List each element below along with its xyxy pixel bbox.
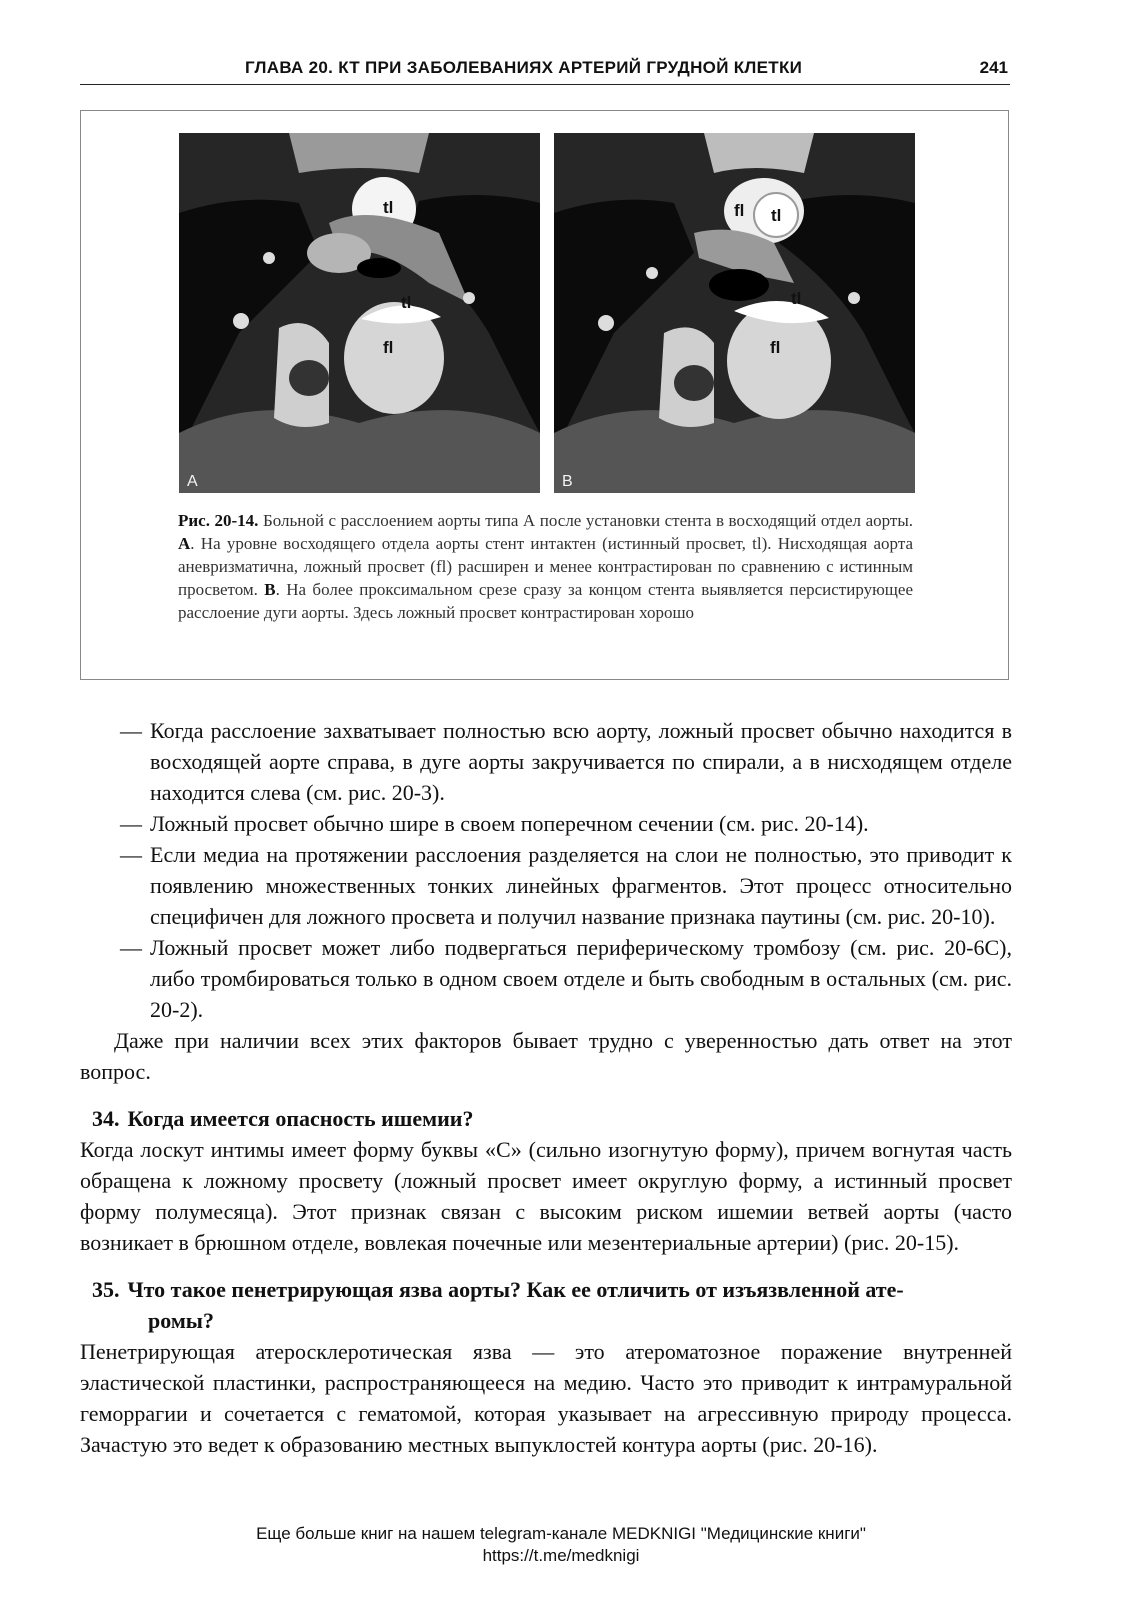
caption-text-1: Больной с расслоением аорты типа А после установки стента в восходящий отдел аорты. [258, 511, 913, 530]
question-35-answer: Пенетрирующая атеросклеротическая язва — это атероматозное поражение внутренней эластической пластинки, распространяющееся на медию. Часто это приводит к интрамуральной геморрагии и сочетается с гематомой, которая указывает на агрессивную природу процесса. Зачастую это ведет к образованию местных выпуклостей контура аорты (рис. 20-16). [80, 1339, 1012, 1457]
question-title-line2: ромы? [148, 1308, 214, 1333]
question-title-line1: Что такое пенетрирующая язва аорты? Как ее отличить от изъязвленной ате- [127, 1277, 904, 1302]
label-tl-top-b: tl [771, 206, 782, 225]
panel-letter-b: B [562, 473, 573, 490]
ct-image-panel-b [554, 133, 915, 493]
list-item [80, 932, 1012, 1025]
label-tl-top-a: tl [383, 198, 394, 217]
footer-promo [0, 1523, 1122, 1567]
ct-image-panel-a [179, 133, 540, 493]
list-dash: — [120, 811, 142, 836]
label-tl-mid-b: tl [791, 289, 802, 308]
footer-line1: Еще больше книг на нашем telegram-канале MEDKNIGI "Медицинские книги" [256, 1524, 866, 1543]
caption-panel-b-ref: B [264, 580, 276, 599]
caption-panel-a-ref: A [178, 534, 191, 553]
label-fl-b: fl [770, 338, 781, 357]
list-dash: — [120, 718, 142, 743]
list-dash: — [120, 935, 142, 960]
figure-caption [178, 509, 913, 624]
question-34-answer: Когда лоскут интимы имеет форму буквы «С» (сильно изогнутую форму), причем вогнутая часть обращена к ложному просвету (ложный просвет имеет округлую форму, а истинный просвет форму полумесяца). Этот признак связан с высоким риском ишемии ветвей аорты (часто возникает в брюшном отделе, вовлекая почечные или мезентериальные артерии) (рис. 20-15). [80, 1137, 1012, 1255]
list-item-text: Когда расслоение захватывает полностью всю аорту, ложный просвет обычно находится в восходящей аорте справа, в дуге аорты закручивается по спирали, а в нисходящем отделе находится слева (см. рис. 20-3). [150, 718, 1012, 805]
label-fl-a: fl [383, 338, 394, 357]
label-tl-mid-a: tl [401, 293, 412, 312]
question-title: Когда имеется опасность ишемии? [127, 1106, 474, 1131]
paragraph-after-list: Даже при наличии всех этих факторов бывает трудно с уверенностью дать ответ на этот вопрос. [80, 1028, 1012, 1084]
list-item-text: Ложный просвет обычно шире в своем поперечном сечении (см. рис. 20-14). [150, 811, 869, 836]
chapter-title: ГЛАВА 20. КТ ПРИ ЗАБОЛЕВАНИЯХ АРТЕРИЙ ГРУДНОЙ КЛЕТКИ [245, 58, 803, 77]
question-35-heading [80, 1274, 1012, 1336]
list-item-text: Если медиа на протяжении расслоения разделяется на слои не полностью, это приводит к появлению множественных тонких линейных фрагментов. Этот процесс относительно специфичен для ложного просвета и получил название признака паутины (см. рис. 20-10). [150, 842, 1012, 929]
label-fl-top-b: fl [734, 201, 745, 220]
running-header [80, 56, 1010, 85]
list-item [80, 839, 1012, 932]
list-item [80, 808, 1012, 839]
main-text [80, 715, 1012, 1460]
footer-link[interactable]: https://t.me/medknigi [482, 1546, 640, 1565]
figure-20-14 [80, 110, 1009, 680]
question-number: 35. [92, 1277, 120, 1302]
panel-letter-a: A [187, 473, 198, 490]
list-dash: — [120, 842, 142, 867]
caption-label: Рис. 20-14. [178, 511, 259, 530]
caption-text-3: . На более проксимальном срезе сразу за концом стента выявляется персистирующее расслоение дуги аорты. Здесь ложный просвет контрастирован хорошо [178, 580, 913, 622]
list-item [80, 715, 1012, 808]
question-34-heading [80, 1103, 1012, 1134]
question-number: 34. [92, 1106, 120, 1131]
list-item-text: Ложный просвет может либо подвергаться периферическому тромбозу (см. рис. 20-6С), либо тромбироваться только в одном своем отделе и быть свободным в остальных (см. рис. 20-2). [150, 935, 1012, 1022]
caption-text-2: . На уровне восходящего отдела аорты стент интактен (истинный просвет, tl). Нисходящая аорта аневризматична, ложный просвет (fl) расширен и менее контрастирован по сравнению с истинным просветом. [178, 534, 913, 599]
page-number: 241 [979, 58, 1008, 77]
